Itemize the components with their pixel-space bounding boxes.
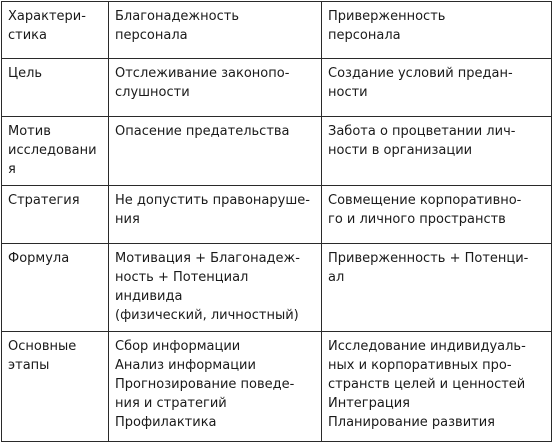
row-label-formula: Формула	[2, 244, 109, 332]
row-label-characteristic: Характери- стика	[2, 2, 109, 59]
cell-goal-reliability: Отслеживание законопо- слушности	[109, 59, 322, 117]
column-header-commitment: Приверженность персонала	[322, 2, 552, 59]
cell-stages-reliability: Сбор информации Анализ информации Прогнозирование поведе- ния и стратегий Профилактика	[109, 332, 322, 442]
table-row-formula	[2, 244, 552, 332]
cell-motive-reliability: Опасение предательства	[109, 117, 322, 186]
cell-goal-commitment: Создание условий предан- ности	[322, 59, 552, 117]
cell-stages-commitment: Исследование индивидуаль- ных и корпоративных про- странств целей и ценностей Интеграция Планирование развития	[322, 332, 552, 442]
row-label-goal: Цель	[2, 59, 109, 117]
cell-motive-commitment: Забота о процветании лич- ности в организации	[322, 117, 552, 186]
column-header-reliability: Благонадежность персонала	[109, 2, 322, 59]
cell-formula-reliability: Мотивация + Благонадеж- ность + Потенциал индивида (физический, личностный)	[109, 244, 322, 332]
cell-strategy-commitment: Совмещение корпоративно- го и личного пространств	[322, 186, 552, 244]
table-row-stages	[2, 332, 552, 442]
row-label-motive: Мотив исследования	[2, 117, 109, 186]
cell-strategy-reliability: Не допустить правонаруше- ния	[109, 186, 322, 244]
comparison-table	[1, 1, 552, 442]
table-row-header	[2, 2, 552, 59]
table-row-goal	[2, 59, 552, 117]
row-label-strategy: Стратегия	[2, 186, 109, 244]
cell-formula-commitment: Приверженность + Потенци- ал	[322, 244, 552, 332]
table-row-strategy	[2, 186, 552, 244]
row-label-stages: Основные этапы	[2, 332, 109, 442]
table-row-motive	[2, 117, 552, 186]
